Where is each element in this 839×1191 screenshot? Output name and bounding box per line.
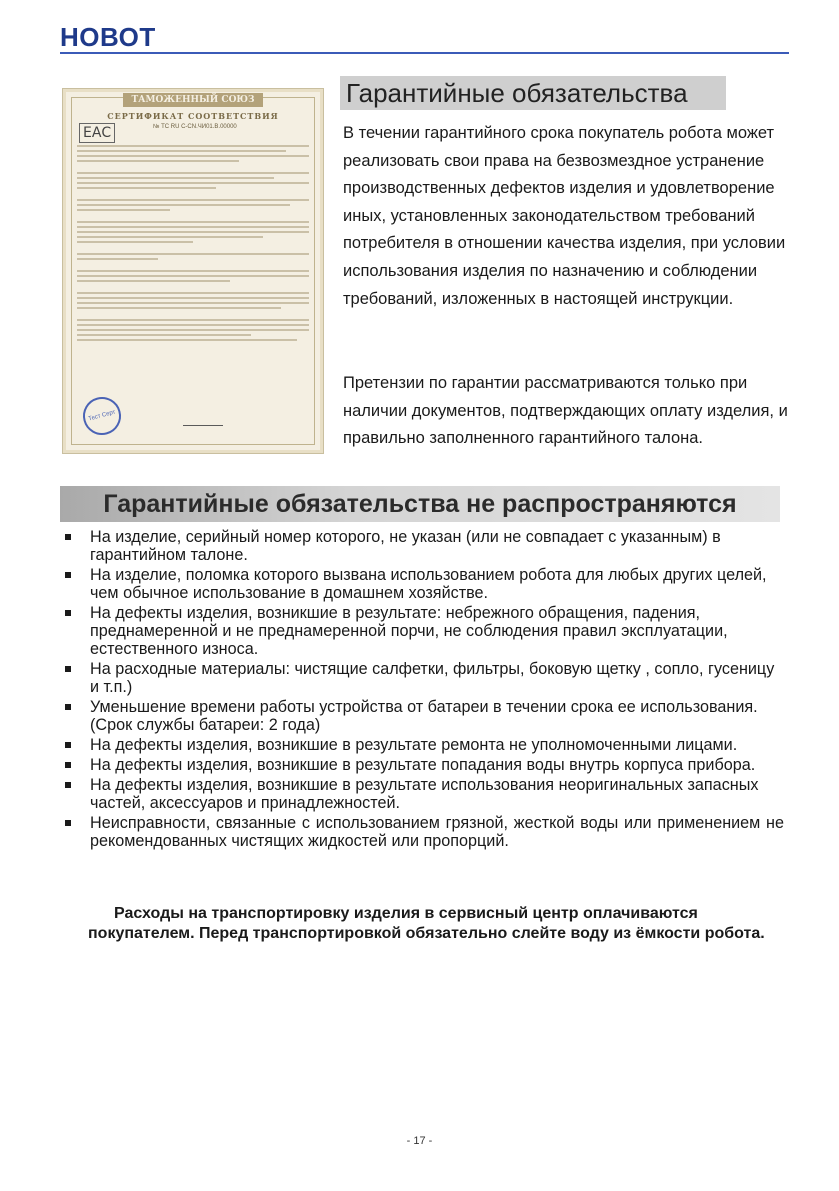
list-item: На дефекты изделия, возникшие в результате использования неоригинальных запасных частей, аксессуаров и принадлежностей.: [62, 776, 784, 812]
warranty-heading: Гарантийные обязательства: [340, 76, 726, 110]
certificate-number: № ТС RU C-CN.ЧИ01.В.00000: [153, 124, 237, 130]
bullet-square-icon: [65, 820, 71, 826]
certificate-seal: Тест Серт: [79, 393, 126, 440]
warranty-paragraph-1: В течении гарантийного срока покупатель робота может реализовать свои права на безвозмездное устранение производственных дефектов изделия и удовлетворение иных, установленных законодательством требований потребителя в отношении качества изделия, при условии использования изделия по назначению и соблюдении требований, изложенных в настоящей инструкции.: [343, 124, 786, 308]
list-item: На расходные материалы: чистящие салфетки, фильтры, боковую щетку , сопло, гусеницу и т.п.): [62, 660, 784, 696]
certificate-title: СЕРТИФИКАТ СООТВЕТСТВИЯ: [107, 111, 279, 121]
certificate-image: [62, 88, 324, 454]
list-item: На дефекты изделия, возникшие в результате попадания воды внутрь корпуса прибора.: [62, 756, 784, 774]
list-item: На изделие, поломка которого вызвана использованием робота для любых других целей, чем обычное использование в домашнем хозяйстве.: [62, 566, 784, 602]
bullet-square-icon: [65, 666, 71, 672]
list-item: На дефекты изделия, возникшие в результате ремонта не уполномоченными лицами.: [62, 736, 784, 754]
bullet-square-icon: [65, 610, 71, 616]
certificate-text-lines: [77, 145, 309, 344]
transport-note: Расходы на транспортировку изделия в сервисный центр оплачиваются покупателем. Перед транспортировкой обязательно слейте воду из ёмкости робота.: [88, 905, 765, 942]
bullet-square-icon: [65, 782, 71, 788]
header-divider: [60, 52, 789, 54]
brand-logo: НОВОТ: [60, 22, 156, 52]
bullet-square-icon: [65, 762, 71, 768]
eac-mark: ЕАС: [79, 123, 115, 143]
bullet-square-icon: [65, 572, 71, 578]
bullet-square-icon: [65, 742, 71, 748]
list-item: На изделие, серийный номер которого, не указан (или не совпадает с указанным) в гарантийном талоне.: [62, 528, 784, 564]
list-item: Неисправности, связанные с использованием грязной, жесткой воды или применением не рекомендованных чистящих жидкостей или пропорций.: [62, 814, 784, 850]
page-number: - 17 -: [406, 1135, 433, 1147]
certificate-signature: [183, 407, 223, 426]
certificate-band: ТАМОЖЕННЫЙ СОЮЗ: [123, 93, 263, 107]
bullet-square-icon: [65, 704, 71, 710]
list-item: На дефекты изделия, возникшие в результате: небрежного обращения, падения, преднамеренной и не преднамеренной порчи, не соблюдения правил эксплуатации, естественного износа.: [62, 604, 784, 658]
list-item: Уменьшение времени работы устройства от батареи в течении срока ее использования. (Срок службы батареи: 2 года): [62, 698, 784, 734]
exclusions-list: [62, 528, 784, 852]
bullet-square-icon: [65, 534, 71, 540]
warranty-paragraph-2: Претензии по гарантии рассматриваются только при наличии документов, подтверждающих оплату изделия, и правильно заполненного гарантийного талона.: [343, 374, 788, 448]
exclusions-heading: Гарантийные обязательства не распространяются: [60, 486, 780, 522]
